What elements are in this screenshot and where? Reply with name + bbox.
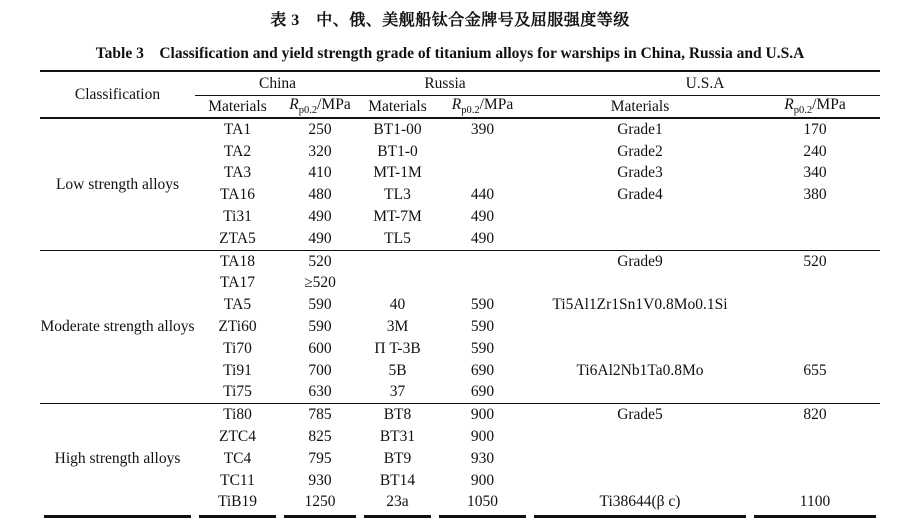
china-material-cell: TC4 bbox=[223, 449, 252, 467]
china-material-cell: Ti75 bbox=[223, 383, 252, 401]
china-rp02-cell: 320 bbox=[308, 142, 332, 160]
russia-rp02-cell: 900 bbox=[470, 428, 495, 446]
china-material-cell: Ti31 bbox=[223, 208, 252, 226]
china-rp02-cell: 795 bbox=[308, 449, 332, 467]
china-rp02-cell: 930 bbox=[308, 471, 332, 489]
china-rp02-cell: 630 bbox=[308, 383, 332, 401]
usa-rp02-cell: 240 bbox=[803, 142, 827, 160]
usa-rp02-cell bbox=[750, 338, 880, 360]
china-rp02-cell: 480 bbox=[308, 186, 332, 204]
usa-material-cell: Grade5 bbox=[530, 404, 750, 426]
table-title-english: Table 3 Classification and yield strength grade of titanium alloys for warships in China, Russia and U.S.A bbox=[95, 45, 805, 62]
usa-material-cell: Grade2 bbox=[617, 142, 663, 160]
russia-material-cell: TL5 bbox=[384, 229, 411, 247]
usa-rp02-cell: 170 bbox=[803, 120, 827, 138]
china-rp02-cell: 785 bbox=[280, 404, 360, 426]
usa-material-cell bbox=[530, 382, 750, 404]
bottom-rule-row bbox=[40, 513, 880, 520]
russia-rp02-cell: 490 bbox=[470, 208, 495, 226]
china-material-cell: Ti91 bbox=[223, 361, 252, 379]
group-label: Moderate strength alloys bbox=[40, 250, 195, 404]
russia-material-cell: BT1-0 bbox=[377, 142, 418, 160]
usa-rp02-cell bbox=[750, 294, 880, 316]
russia-material-cell: 23a bbox=[386, 493, 409, 511]
russia-rp02-cell: 390 bbox=[470, 120, 495, 138]
alloy-classification-table bbox=[40, 70, 880, 520]
usa-material-cell bbox=[530, 316, 750, 338]
russia-rp02-cell: 1050 bbox=[467, 493, 498, 511]
usa-rp02-cell: 655 bbox=[803, 361, 827, 379]
china-rp02-cell: ≥520 bbox=[304, 274, 336, 292]
group-label: Low strength alloys bbox=[55, 175, 180, 193]
china-rp02-cell: 700 bbox=[308, 361, 332, 379]
russia-rp02-cell bbox=[435, 163, 530, 185]
usa-material-cell bbox=[530, 228, 750, 250]
china-material-cell: TA18 bbox=[195, 250, 280, 272]
russia-rp02-cell: 690 bbox=[470, 383, 495, 401]
usa-material-cell bbox=[530, 448, 750, 470]
usa-rp02-cell bbox=[750, 382, 880, 404]
usa-material-cell: Grade9 bbox=[530, 250, 750, 272]
russia-material-cell: 3M bbox=[386, 318, 409, 336]
russia-rp02-cell: 900 bbox=[470, 471, 495, 489]
usa-material-cell: Ti5Al1Zr1Sn1V0.8Mo0.1Si bbox=[552, 296, 728, 314]
yield-strength-header-russia: $R_{p0.2}$/MPa bbox=[435, 96, 530, 119]
russia-material-cell bbox=[360, 273, 435, 295]
materials-header-usa: Materials bbox=[530, 96, 750, 119]
china-rp02-cell: 590 bbox=[308, 318, 332, 336]
yield-strength-header-china: $R_{p0.2}$/MPa bbox=[280, 96, 360, 119]
table-row bbox=[40, 404, 880, 426]
china-material-cell: TA1 bbox=[223, 120, 252, 138]
usa-material-cell bbox=[530, 426, 750, 448]
china-material-cell: TA5 bbox=[223, 296, 252, 314]
usa-rp02-cell bbox=[750, 316, 880, 338]
russia-rp02-cell: 690 bbox=[470, 361, 495, 379]
china-material-cell: TA16 bbox=[220, 186, 255, 204]
usa-material-cell bbox=[530, 338, 750, 360]
russia-material-cell: MT-1M bbox=[373, 164, 422, 182]
usa-rp02-cell bbox=[750, 426, 880, 448]
usa-rp02-cell: 520 bbox=[750, 250, 880, 272]
russia-rp02-cell bbox=[435, 141, 530, 163]
bottom-rule-segment bbox=[360, 513, 435, 520]
china-material-cell: ZTC4 bbox=[218, 428, 257, 446]
usa-rp02-cell: 340 bbox=[803, 164, 827, 182]
china-rp02-cell: 410 bbox=[308, 164, 332, 182]
bottom-rule-segment bbox=[750, 513, 880, 520]
country-header-russia: Russia bbox=[360, 71, 530, 96]
china-material-cell: Ti70 bbox=[223, 339, 252, 357]
russia-rp02-cell: 590 bbox=[470, 296, 495, 314]
china-material-cell: TiB19 bbox=[217, 493, 258, 511]
usa-rp02-cell bbox=[750, 206, 880, 228]
usa-material-cell: Grade1 bbox=[617, 120, 663, 138]
russia-rp02-cell: 440 bbox=[470, 186, 495, 204]
usa-rp02-cell bbox=[750, 470, 880, 492]
table-row bbox=[40, 250, 880, 272]
china-material-cell: Ti80 bbox=[195, 404, 280, 426]
russia-material-cell: П T-3B bbox=[374, 339, 421, 357]
classification-header: Classification bbox=[40, 71, 195, 118]
usa-rp02-cell bbox=[750, 448, 880, 470]
bottom-rule-segment bbox=[435, 513, 530, 520]
country-header-china: China bbox=[195, 71, 360, 96]
usa-rp02-cell: 820 bbox=[750, 404, 880, 426]
usa-material-cell bbox=[530, 470, 750, 492]
china-material-cell: ZTA5 bbox=[219, 229, 256, 247]
russia-rp02-cell: 490 bbox=[470, 229, 495, 247]
usa-material-cell: Ti6Al2Nb1Ta0.8Mo bbox=[576, 361, 704, 379]
china-material-cell: TA2 bbox=[223, 142, 252, 160]
russia-rp02-cell: 590 bbox=[470, 318, 495, 336]
table-body bbox=[40, 118, 880, 520]
china-rp02-cell: 250 bbox=[308, 120, 332, 138]
china-material-cell: ZTi60 bbox=[218, 318, 257, 336]
bottom-rule-segment bbox=[530, 513, 750, 520]
table-row bbox=[40, 118, 880, 141]
russia-material-cell: BT31 bbox=[379, 428, 416, 446]
china-rp02-cell: 825 bbox=[308, 428, 332, 446]
materials-header-china: Materials bbox=[195, 96, 280, 119]
usa-material-cell bbox=[530, 206, 750, 228]
group-label: High strength alloys bbox=[40, 404, 195, 513]
russia-material-cell: BT8 bbox=[360, 404, 435, 426]
russia-material-cell bbox=[360, 250, 435, 272]
russia-material-cell: BT1-00 bbox=[373, 120, 422, 138]
usa-rp02-cell: 1100 bbox=[799, 493, 831, 511]
russia-rp02-cell: 590 bbox=[470, 339, 495, 357]
country-header-usa: U.S.A bbox=[530, 71, 880, 96]
usa-rp02-cell bbox=[750, 228, 880, 250]
usa-material-cell bbox=[530, 273, 750, 295]
table-header bbox=[40, 71, 880, 118]
russia-material-cell: BT9 bbox=[383, 449, 412, 467]
usa-material-cell: Grade3 bbox=[617, 164, 663, 182]
china-rp02-cell: 490 bbox=[308, 229, 332, 247]
russia-rp02-cell bbox=[435, 250, 530, 272]
china-material-cell: TA3 bbox=[223, 164, 252, 182]
china-material-cell: TA17 bbox=[220, 274, 255, 292]
china-material-cell: TC11 bbox=[220, 471, 255, 489]
russia-material-cell: 40 bbox=[389, 296, 406, 314]
usa-material-cell: Ti38644(β c) bbox=[599, 493, 681, 511]
russia-material-cell: BT14 bbox=[379, 471, 416, 489]
materials-header-russia: Materials bbox=[360, 96, 435, 119]
russia-material-cell: TL3 bbox=[384, 186, 411, 204]
russia-material-cell: 5B bbox=[388, 361, 407, 379]
bottom-rule-segment bbox=[40, 513, 195, 520]
china-rp02-cell: 520 bbox=[280, 250, 360, 272]
table-title-chinese: 表 3 中、俄、美舰船钛合金牌号及屈服强度等级 bbox=[270, 12, 630, 29]
bottom-rule-segment bbox=[195, 513, 280, 520]
bottom-rule-segment bbox=[280, 513, 360, 520]
china-rp02-cell: 600 bbox=[308, 339, 332, 357]
russia-material-cell: 37 bbox=[389, 383, 406, 401]
china-rp02-cell: 490 bbox=[308, 208, 332, 226]
usa-material-cell: Grade4 bbox=[617, 186, 663, 204]
china-rp02-cell: 1250 bbox=[304, 493, 336, 511]
russia-rp02-cell: 900 bbox=[435, 404, 530, 426]
russia-rp02-cell bbox=[435, 273, 530, 295]
usa-rp02-cell: 380 bbox=[803, 186, 827, 204]
yield-strength-header-usa: $R_{p0.2}$/MPa bbox=[750, 96, 880, 119]
china-rp02-cell: 590 bbox=[308, 296, 332, 314]
russia-material-cell: MT-7M bbox=[373, 208, 422, 226]
usa-rp02-cell bbox=[750, 273, 880, 295]
russia-rp02-cell: 930 bbox=[470, 449, 495, 467]
